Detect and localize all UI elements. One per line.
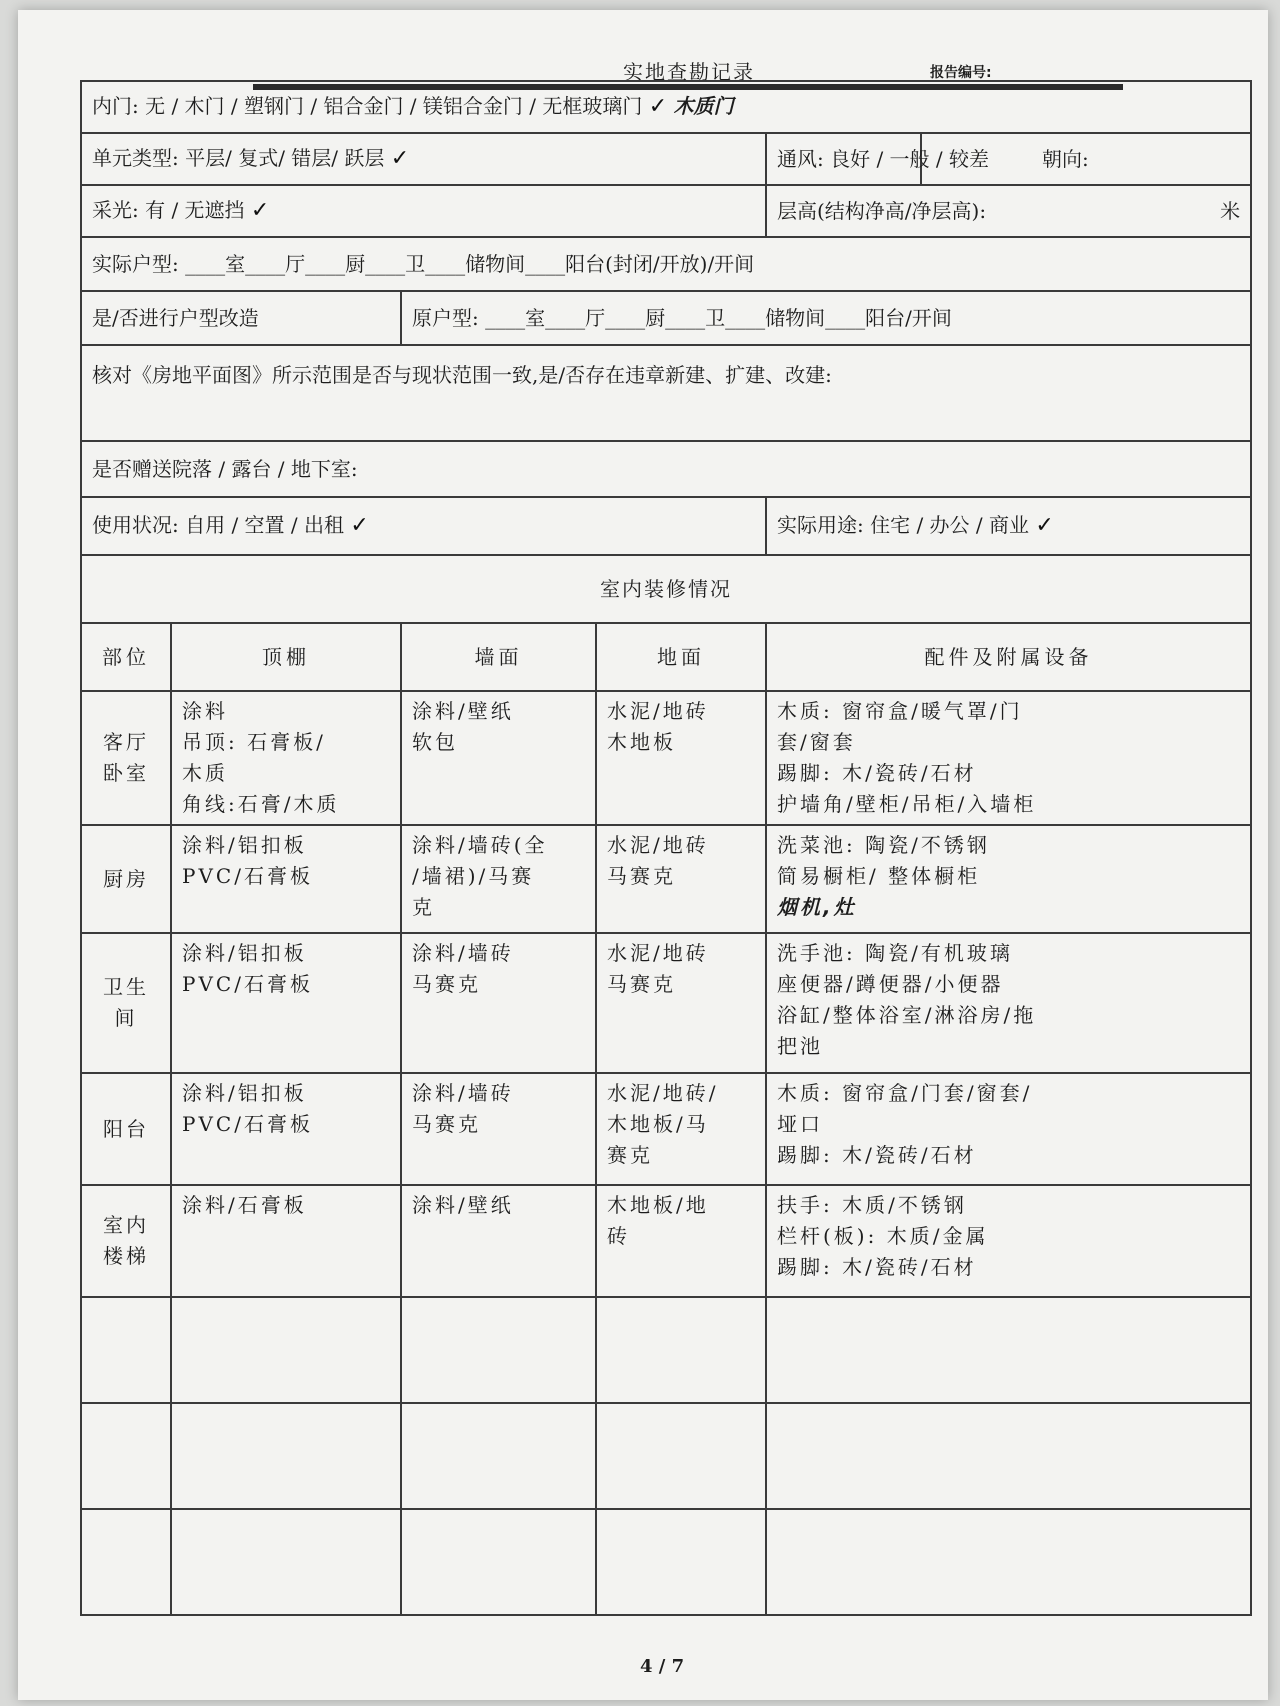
cell-line: PVC/石膏板 [182,1112,313,1136]
cell-line: 马赛克 [412,1112,481,1136]
blank-cell [171,1509,401,1615]
cell-line: 栏杆(板): 木质/金属 [777,1224,989,1248]
original-layout-cell [401,291,1251,345]
ventilation-cell [766,133,990,185]
blank-cell [171,1297,401,1403]
cell-line: 涂料 [182,699,228,723]
original-layout-text: 原户型: ____室____厅____厨____卫____储物间____阳台/开间 [412,305,952,330]
cell-line: 浴缸/整体浴室/淋浴房/拖 [777,1003,1037,1027]
wall-cell [401,825,596,933]
floor-cell [596,1073,766,1185]
cell-line: 涂料/铝扣板 [182,941,307,965]
floor-cell [596,825,766,933]
room-label: 客厅 [103,730,149,754]
table-row [81,691,1251,825]
row-usage [81,497,1251,555]
cell-line: 涂料/墙砖 [412,941,514,965]
floor-height-cell [766,185,1251,237]
lighting-cell [81,185,766,237]
cell-line: 洗菜池: 陶瓷/不锈钢 [777,833,990,857]
gift-cell [81,441,1251,497]
room-cell [81,1073,171,1185]
survey-table [80,80,1252,624]
blank-cell [596,1509,766,1615]
cell-line: 踢脚: 木/瓷砖/石材 [777,1143,977,1167]
row-unit-type [81,133,1251,185]
blank-row [81,1297,1251,1403]
cell-line: /墙裙)/马赛 [412,864,535,888]
cell-line: 木质: 窗帘盒/门套/窗套/ [777,1081,1033,1105]
floor-cell [596,691,766,825]
usage-status-text: 使用状况: 自用 / 空置 / 出租 [92,512,345,537]
cell-line: 木质: 窗帘盒/暖气罩/门 [777,699,1023,723]
cell-line: 砖 [607,1224,630,1248]
room-cell [81,1185,171,1297]
blank-cell [81,1509,171,1615]
fittings-cell [766,825,1251,933]
room-label: 室内 [103,1213,149,1237]
blank-cell [766,1403,1251,1509]
fittings-cell [766,1073,1251,1185]
wall-cell [401,933,596,1073]
table-row [81,933,1251,1073]
cell-line: 木地板/马 [607,1112,709,1136]
actual-use-cell [766,497,1251,555]
cell-line: 涂料/壁纸 [412,1193,514,1217]
cell-line: 马赛克 [607,972,676,996]
cell-line: 踢脚: 木/瓷砖/石材 [777,1255,977,1279]
renovation-cell [81,291,401,345]
blank-cell [766,1297,1251,1403]
wall-cell [401,1073,596,1185]
lighting-text: 采光: 有 / 无遮挡 [92,197,245,222]
cell-line: 马赛克 [607,864,676,888]
cell-line: 木地板 [607,730,676,754]
fittings-cell [766,933,1251,1073]
floor-cell [596,933,766,1073]
cell-line: 套/窗套 [777,730,856,754]
cell-line: 角线:石膏/木质 [182,792,340,816]
cell-line: 涂料/墙砖(全 [412,833,548,857]
wall-cell [401,1185,596,1297]
room-label: 厨房 [103,866,149,891]
blank-cell [401,1297,596,1403]
page-number: 4 / 7 [640,1656,685,1677]
blank-cell [81,1403,171,1509]
inner-door-text: 内门: 无 / 木门 / 塑钢门 / 铝合金门 / 镁铝合金门 / 无框玻璃门 [92,93,643,118]
cell-line: 克 [412,895,435,919]
row-actual-layout [81,237,1251,291]
blank-row [81,1509,1251,1615]
room-label: 卧室 [103,761,149,785]
floor-height-label: 层高(结构净高/净层高): [777,198,987,223]
table-row [81,1185,1251,1297]
unit-type-cell [81,133,766,185]
header-ceiling: 顶棚 [171,623,401,691]
table-row [81,1073,1251,1185]
cell-line: 吊顶: 石膏板/ [182,730,326,754]
header-location: 部位 [81,623,171,691]
verify-cell [81,345,1251,441]
ceiling-cell [171,933,401,1073]
blank-cell [81,1297,171,1403]
inner-door-handwritten-note: 木质门 [673,93,734,118]
cell-line: PVC/石膏板 [182,864,313,888]
actual-layout-text: 实际户型: ____室____厅____厨____卫____储物间____阳台(封闭/开放)/开间 [92,251,755,276]
decoration-table [80,622,1252,1616]
blank-cell [401,1403,596,1509]
cell-line: 洗手池: 陶瓷/有机玻璃 [777,941,1013,965]
report-number-label: 报告编号: [930,65,992,81]
room-label: 楼梯 [103,1244,149,1268]
document-title: 实地查勘记录 [623,60,755,84]
cell-line: 简易橱柜/ 整体橱柜 [777,864,981,888]
check-mark-icon: ✓ [350,512,369,538]
blank-row [81,1403,1251,1509]
cell-line: 软包 [412,730,458,754]
row-gift [81,441,1251,497]
cell-line: 涂料/铝扣板 [182,833,307,857]
cell-line: 涂料/石膏板 [182,1193,307,1217]
orientation-label: 朝向: [1042,146,1089,171]
room-label: 卫生 [103,975,149,999]
verify-text: 核对《房地平面图》所示范围是否与现状范围一致,是/否存在违章新建、扩建、改建: [92,363,832,387]
cell-line: PVC/石膏板 [182,972,313,996]
room-label: 间 [114,1006,138,1030]
table-row [81,825,1251,933]
cell-line: 涂料/墙砖 [412,1081,514,1105]
decoration-section-title: 室内装修情况 [81,555,1251,623]
blank-cell [401,1509,596,1615]
wall-cell [401,691,596,825]
ceiling-cell [171,825,401,933]
room-label: 阳台 [103,1116,149,1141]
cell-line: 踢脚: 木/瓷砖/石材 [777,761,977,785]
check-mark-icon: ✓ [390,145,410,171]
fittings-cell [766,691,1251,825]
row-section-title [81,555,1251,623]
renovation-text: 是/否进行户型改造 [92,305,259,330]
cell-line: 座便器/蹲便器/小便器 [777,972,1004,996]
cell-line: 垭口 [777,1112,823,1136]
room-cell [81,825,171,933]
cell-line: 扶手: 木质/不锈钢 [777,1193,967,1217]
ceiling-cell [171,1073,401,1185]
room-cell [81,691,171,825]
actual-layout-cell [81,237,1251,291]
check-mark-icon: ✓ [1035,512,1054,538]
row-verify [81,345,1251,441]
cell-line: 水泥/地砖 [607,833,709,857]
cell-line: 马赛克 [412,972,481,996]
usage-status-cell [81,497,766,555]
row-renovation [81,291,1251,345]
decoration-header-row [81,623,1251,691]
row-inner-door [81,81,1251,133]
cell-line: 赛克 [607,1143,653,1167]
cell-line: 水泥/地砖 [607,699,709,723]
ceiling-cell [171,691,401,825]
cell-line: 水泥/地砖/ [607,1081,719,1105]
actual-use-text: 实际用途: 住宅 / 办公 / 商业 [777,512,1030,537]
cell-line: 把池 [777,1034,823,1058]
blank-cell [596,1297,766,1403]
ceiling-cell [171,1185,401,1297]
cell-line: 涂料/铝扣板 [182,1081,307,1105]
cell-line: 木地板/地 [607,1193,709,1217]
blank-cell [171,1403,401,1509]
unit-type-text: 单元类型: 平层/ 复式/ 错层/ 跃层 [92,145,385,170]
gift-text: 是否赠送院落 / 露台 / 地下室: [92,456,358,481]
cell-line: 涂料/壁纸 [412,699,514,723]
cell-line: 水泥/地砖 [607,941,709,965]
check-mark-icon: ✓ [648,93,668,119]
blank-cell [596,1403,766,1509]
inner-door-cell [81,81,1251,133]
check-mark-icon: ✓ [250,197,270,223]
handwritten-note: 烟机,灶 [777,895,857,919]
cell-line: 护墙角/壁柜/吊柜/入墙柜 [777,792,1037,816]
blank-cell [766,1509,1251,1615]
survey-form [80,80,1250,1640]
ventilation-text: 通风: 良好 / 一般 / 较差 [777,146,990,171]
header-floor: 地面 [596,623,766,691]
room-cell [81,933,171,1073]
header-fittings: 配件及附属设备 [766,623,1251,691]
floor-cell [596,1185,766,1297]
row-lighting [81,185,1251,237]
fittings-cell [766,1185,1251,1297]
cell-line: 木质 [182,761,228,785]
header-wall: 墙面 [401,623,596,691]
floor-height-unit: 米 [1220,198,1241,223]
